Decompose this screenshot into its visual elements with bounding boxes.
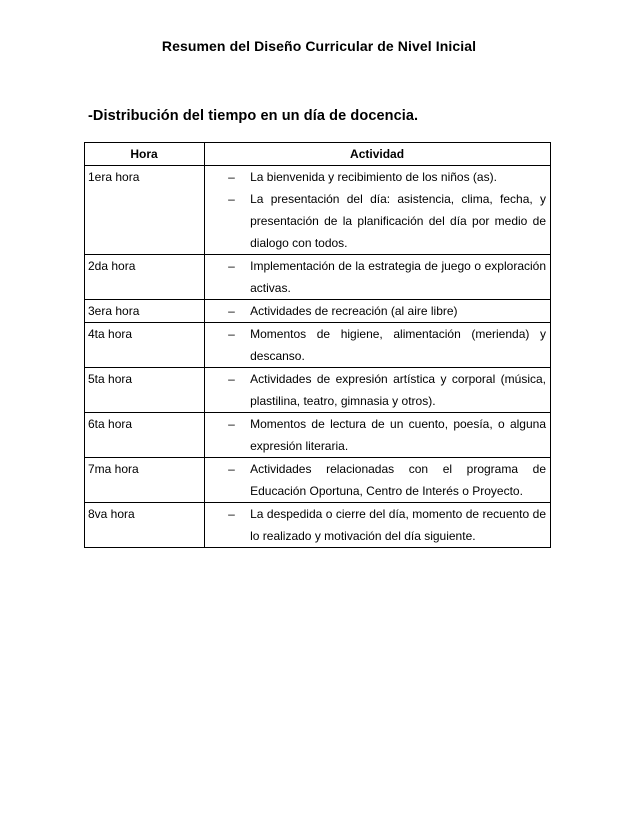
dash-bullet-icon: – <box>228 304 235 318</box>
activity-text: La bienvenida y recibimiento de los niños (as). <box>250 170 497 184</box>
activity-list <box>208 255 546 299</box>
table-row <box>85 368 551 413</box>
table-row <box>85 503 551 548</box>
activity-list <box>208 368 546 412</box>
hora-cell: 3era hora <box>85 300 205 323</box>
hora-cell: 7ma hora <box>85 458 205 503</box>
activity-item <box>208 323 546 367</box>
activity-list <box>208 166 546 254</box>
actividad-cell <box>205 458 551 503</box>
table-row <box>85 458 551 503</box>
hora-cell: 1era hora <box>85 166 205 255</box>
activity-item <box>208 255 546 299</box>
table-row <box>85 413 551 458</box>
document-title: Resumen del Diseño Curricular de Nivel Inicial <box>161 38 477 54</box>
column-header-hora: Hora <box>85 143 205 166</box>
actividad-cell <box>205 368 551 413</box>
activity-item <box>208 368 546 412</box>
dash-bullet-icon: – <box>228 170 235 184</box>
activity-list <box>208 458 546 502</box>
table-header-row <box>85 143 551 166</box>
activity-text: Momentos de lectura de un cuento, poesía, o alguna expresión literaria. <box>250 417 546 453</box>
hora-cell: 2da hora <box>85 255 205 300</box>
hora-cell: 8va hora <box>85 503 205 548</box>
activity-list <box>208 300 546 322</box>
activity-text: La presentación del día: asistencia, clima, fecha, y presentación de la planificación del día por medio de dialogo con todos. <box>250 192 546 250</box>
activity-item <box>208 166 546 188</box>
actividad-cell <box>205 413 551 458</box>
schedule-table <box>84 142 551 548</box>
dash-bullet-icon: – <box>228 372 235 386</box>
activity-item <box>208 413 546 457</box>
activity-text: Actividades de recreación (al aire libre) <box>250 304 458 318</box>
activity-list <box>208 503 546 547</box>
dash-bullet-icon: – <box>228 462 235 476</box>
dash-bullet-icon: – <box>228 259 235 273</box>
actividad-cell <box>205 300 551 323</box>
activity-list <box>208 323 546 367</box>
table-row <box>85 323 551 368</box>
hora-cell: 5ta hora <box>85 368 205 413</box>
actividad-cell <box>205 166 551 255</box>
activity-item <box>208 300 546 322</box>
dash-bullet-icon: – <box>228 417 235 431</box>
hora-cell: 4ta hora <box>85 323 205 368</box>
activity-text: Implementación de la estrategia de juego o exploración activas. <box>250 259 546 295</box>
activity-item <box>208 188 546 254</box>
table-row <box>85 255 551 300</box>
actividad-cell <box>205 503 551 548</box>
activity-item <box>208 458 546 502</box>
table-row <box>85 300 551 323</box>
activity-item <box>208 503 546 547</box>
dash-bullet-icon: – <box>228 507 235 521</box>
activity-text: Actividades relacionadas con el programa de Educación Oportuna, Centro de Interés o Proyecto. <box>250 462 546 498</box>
actividad-cell <box>205 323 551 368</box>
section-heading: -Distribución del tiempo en un día de docencia. <box>88 108 419 124</box>
activity-text: La despedida o cierre del día, momento de recuento de lo realizado y motivación del día siguiente. <box>250 507 546 543</box>
dash-bullet-icon: – <box>228 327 235 341</box>
column-header-actividad: Actividad <box>205 143 551 166</box>
activity-text: Momentos de higiene, alimentación (merienda) y descanso. <box>250 327 546 363</box>
hora-cell: 6ta hora <box>85 413 205 458</box>
table-row <box>85 166 551 255</box>
dash-bullet-icon: – <box>228 192 235 206</box>
table-body <box>85 166 551 548</box>
activity-list <box>208 413 546 457</box>
activity-text: Actividades de expresión artística y corporal (música, plastilina, teatro, gimnasia y otros). <box>250 372 546 408</box>
actividad-cell <box>205 255 551 300</box>
